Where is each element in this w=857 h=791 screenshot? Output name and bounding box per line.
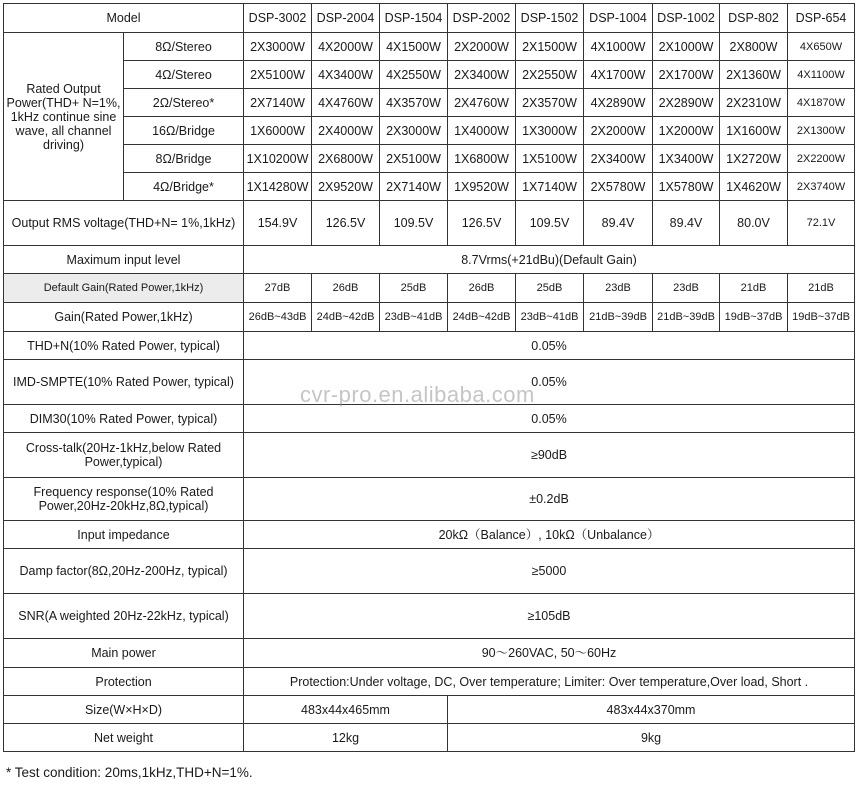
header-row: [4, 4, 855, 33]
rms-voltage-value: 126.5V: [312, 201, 380, 246]
rms-voltage-value: 89.4V: [653, 201, 720, 246]
size-label: Size(W×H×D): [4, 696, 244, 724]
model-name: DSP-1502: [516, 4, 584, 33]
power-value: 2X1360W: [720, 61, 788, 89]
default-gain-value: 25dB: [380, 274, 448, 303]
gain-row: [4, 303, 855, 332]
frequency-value: ±0.2dB: [244, 478, 855, 521]
rms-voltage-value: 80.0V: [720, 201, 788, 246]
snr-value: ≥105dB: [244, 594, 855, 639]
default-gain-row: [4, 274, 855, 303]
model-name: DSP-654: [788, 4, 855, 33]
model-name: DSP-802: [720, 4, 788, 33]
damp-label: Damp factor(8Ω,20Hz-200Hz, typical): [4, 549, 244, 594]
power-value: 2X5100W: [244, 61, 312, 89]
footnote: * Test condition: 20ms,1kHz,THD+N=1%.: [6, 765, 253, 780]
rated-output-label: Rated Output Power(THD+ N=1%, 1kHz continue sine wave, all channel driving): [4, 33, 124, 201]
damp-value: ≥5000: [244, 549, 855, 594]
dim-value: 0.05%: [244, 405, 855, 433]
gain-value: 24dB~42dB: [448, 303, 516, 332]
power-value: 2X2310W: [720, 89, 788, 117]
power-value: 1X10200W: [244, 145, 312, 173]
header-label: Model: [4, 4, 244, 33]
rms-voltage-value: 109.5V: [380, 201, 448, 246]
default-gain-value: 25dB: [516, 274, 584, 303]
power-value: 2X800W: [720, 33, 788, 61]
max-input-value: 8.7Vrms(+21dBu)(Default Gain): [244, 246, 855, 274]
gain-value: 19dB~37dB: [720, 303, 788, 332]
main-power-label: Main power: [4, 639, 244, 668]
model-name: DSP-1504: [380, 4, 448, 33]
power-value: 1X4000W: [448, 117, 516, 145]
power-value: 2X3000W: [380, 117, 448, 145]
rms-voltage-value: 154.9V: [244, 201, 312, 246]
power-value: 4X1870W: [788, 89, 855, 117]
default-gain-value: 27dB: [244, 274, 312, 303]
power-value: 2X7140W: [380, 173, 448, 201]
rated-row: [4, 145, 855, 173]
power-value: 1X5100W: [516, 145, 584, 173]
load-label: 4Ω/Bridge*: [124, 173, 244, 201]
rated-row: [4, 117, 855, 145]
load-label: 4Ω/Stereo: [124, 61, 244, 89]
size-value: 483x44x370mm: [448, 696, 855, 724]
power-value: 2X9520W: [312, 173, 380, 201]
power-value: 2X3400W: [448, 61, 516, 89]
weight-label: Net weight: [4, 724, 244, 752]
power-value: 2X6800W: [312, 145, 380, 173]
power-value: 2X3000W: [244, 33, 312, 61]
thd-value: 0.05%: [244, 332, 855, 360]
power-value: 2X2550W: [516, 61, 584, 89]
rms-voltage-row: [4, 201, 855, 246]
imd-row: [4, 360, 855, 405]
frequency-row: [4, 478, 855, 521]
default-gain-value: 26dB: [312, 274, 380, 303]
power-value: 4X2000W: [312, 33, 380, 61]
power-value: 2X1500W: [516, 33, 584, 61]
power-value: 4X1100W: [788, 61, 855, 89]
impedance-value: 20kΩ（Balance）, 10kΩ（Unbalance）: [244, 521, 855, 549]
rms-voltage-value: 109.5V: [516, 201, 584, 246]
rated-row: [4, 173, 855, 201]
max-input-label: Maximum input level: [4, 246, 244, 274]
rms-voltage-label: Output RMS voltage(THD+N= 1%,1kHz): [4, 201, 244, 246]
power-value: 4X3400W: [312, 61, 380, 89]
load-label: 2Ω/Stereo*: [124, 89, 244, 117]
weight-row: [4, 724, 855, 752]
load-label: 8Ω/Stereo: [124, 33, 244, 61]
rms-voltage-value: 89.4V: [584, 201, 653, 246]
power-value: 2X2890W: [653, 89, 720, 117]
gain-value: 26dB~43dB: [244, 303, 312, 332]
imd-value: 0.05%: [244, 360, 855, 405]
power-value: 1X4620W: [720, 173, 788, 201]
power-value: 1X5780W: [653, 173, 720, 201]
main-power-row: [4, 639, 855, 668]
power-value: 1X6000W: [244, 117, 312, 145]
power-value: 4X2890W: [584, 89, 653, 117]
power-value: 1X9520W: [448, 173, 516, 201]
default-gain-value: 26dB: [448, 274, 516, 303]
crosstalk-label: Cross-talk(20Hz-1kHz,below Rated Power,typical): [4, 433, 244, 478]
power-value: 1X3400W: [653, 145, 720, 173]
dim-row: [4, 405, 855, 433]
power-value: 2X1300W: [788, 117, 855, 145]
rated-row: [4, 89, 855, 117]
power-value: 4X1700W: [584, 61, 653, 89]
protection-row: [4, 668, 855, 696]
power-value: 2X3400W: [584, 145, 653, 173]
default-gain-label: Default Gain(Rated Power,1kHz): [4, 274, 244, 303]
protection-label: Protection: [4, 668, 244, 696]
default-gain-value: 21dB: [720, 274, 788, 303]
model-name: DSP-2002: [448, 4, 516, 33]
model-name: DSP-1002: [653, 4, 720, 33]
power-value: 2X1700W: [653, 61, 720, 89]
max-input-row: [4, 246, 855, 274]
gain-value: 23dB~41dB: [516, 303, 584, 332]
snr-row: [4, 594, 855, 639]
power-value: 4X2550W: [380, 61, 448, 89]
size-value: 483x44x465mm: [244, 696, 448, 724]
default-gain-value: 21dB: [788, 274, 855, 303]
power-value: 4X650W: [788, 33, 855, 61]
default-gain-value: 23dB: [653, 274, 720, 303]
gain-value: 21dB~39dB: [584, 303, 653, 332]
power-value: 2X5780W: [584, 173, 653, 201]
protection-value: Protection:Under voltage, DC, Over temperature; Limiter: Over temperature,Over load, Short .: [244, 668, 855, 696]
crosstalk-value: ≥90dB: [244, 433, 855, 478]
load-label: 8Ω/Bridge: [124, 145, 244, 173]
power-value: 1X2720W: [720, 145, 788, 173]
rms-voltage-value: 126.5V: [448, 201, 516, 246]
power-value: 2X4000W: [312, 117, 380, 145]
watermark: cvr-pro.en.alibaba.com: [300, 382, 535, 407]
gain-value: 23dB~41dB: [380, 303, 448, 332]
impedance-label: Input impedance: [4, 521, 244, 549]
model-name: DSP-3002: [244, 4, 312, 33]
thd-label: THD+N(10% Rated Power, typical): [4, 332, 244, 360]
gain-value: 24dB~42dB: [312, 303, 380, 332]
power-value: 1X7140W: [516, 173, 584, 201]
load-label: 16Ω/Bridge: [124, 117, 244, 145]
rated-row: [4, 61, 855, 89]
power-value: 1X3000W: [516, 117, 584, 145]
imd-label: IMD-SMPTE(10% Rated Power, typical): [4, 360, 244, 405]
power-value: 4X4760W: [312, 89, 380, 117]
power-value: 2X2200W: [788, 145, 855, 173]
frequency-label: Frequency response(10% Rated Power,20Hz-20kHz,8Ω,typical): [4, 478, 244, 521]
gain-label: Gain(Rated Power,1kHz): [4, 303, 244, 332]
snr-label: SNR(A weighted 20Hz-22kHz, typical): [4, 594, 244, 639]
power-value: 2X3740W: [788, 173, 855, 201]
power-value: 2X1000W: [653, 33, 720, 61]
default-gain-value: 23dB: [584, 274, 653, 303]
dim-label: DIM30(10% Rated Power, typical): [4, 405, 244, 433]
model-name: DSP-2004: [312, 4, 380, 33]
model-name: DSP-1004: [584, 4, 653, 33]
power-value: 2X2000W: [448, 33, 516, 61]
power-value: 2X4760W: [448, 89, 516, 117]
thd-row: [4, 332, 855, 360]
power-value: 1X2000W: [653, 117, 720, 145]
main-power-value: 90～260VAC, 50～60Hz: [244, 639, 855, 668]
spec-table: [3, 3, 855, 752]
impedance-row: [4, 521, 855, 549]
power-value: 1X6800W: [448, 145, 516, 173]
gain-value: 21dB~39dB: [653, 303, 720, 332]
power-value: 2X7140W: [244, 89, 312, 117]
weight-value: 12kg: [244, 724, 448, 752]
power-value: 4X1500W: [380, 33, 448, 61]
power-value: 4X1000W: [584, 33, 653, 61]
power-value: 1X14280W: [244, 173, 312, 201]
power-value: 2X5100W: [380, 145, 448, 173]
power-value: 4X3570W: [380, 89, 448, 117]
size-row: [4, 696, 855, 724]
power-value: 2X2000W: [584, 117, 653, 145]
gain-value: 19dB~37dB: [788, 303, 855, 332]
power-value: 2X3570W: [516, 89, 584, 117]
damp-row: [4, 549, 855, 594]
crosstalk-row: [4, 433, 855, 478]
power-value: 1X1600W: [720, 117, 788, 145]
rms-voltage-value: 72.1V: [788, 201, 855, 246]
weight-value: 9kg: [448, 724, 855, 752]
rated-row: [4, 33, 855, 61]
